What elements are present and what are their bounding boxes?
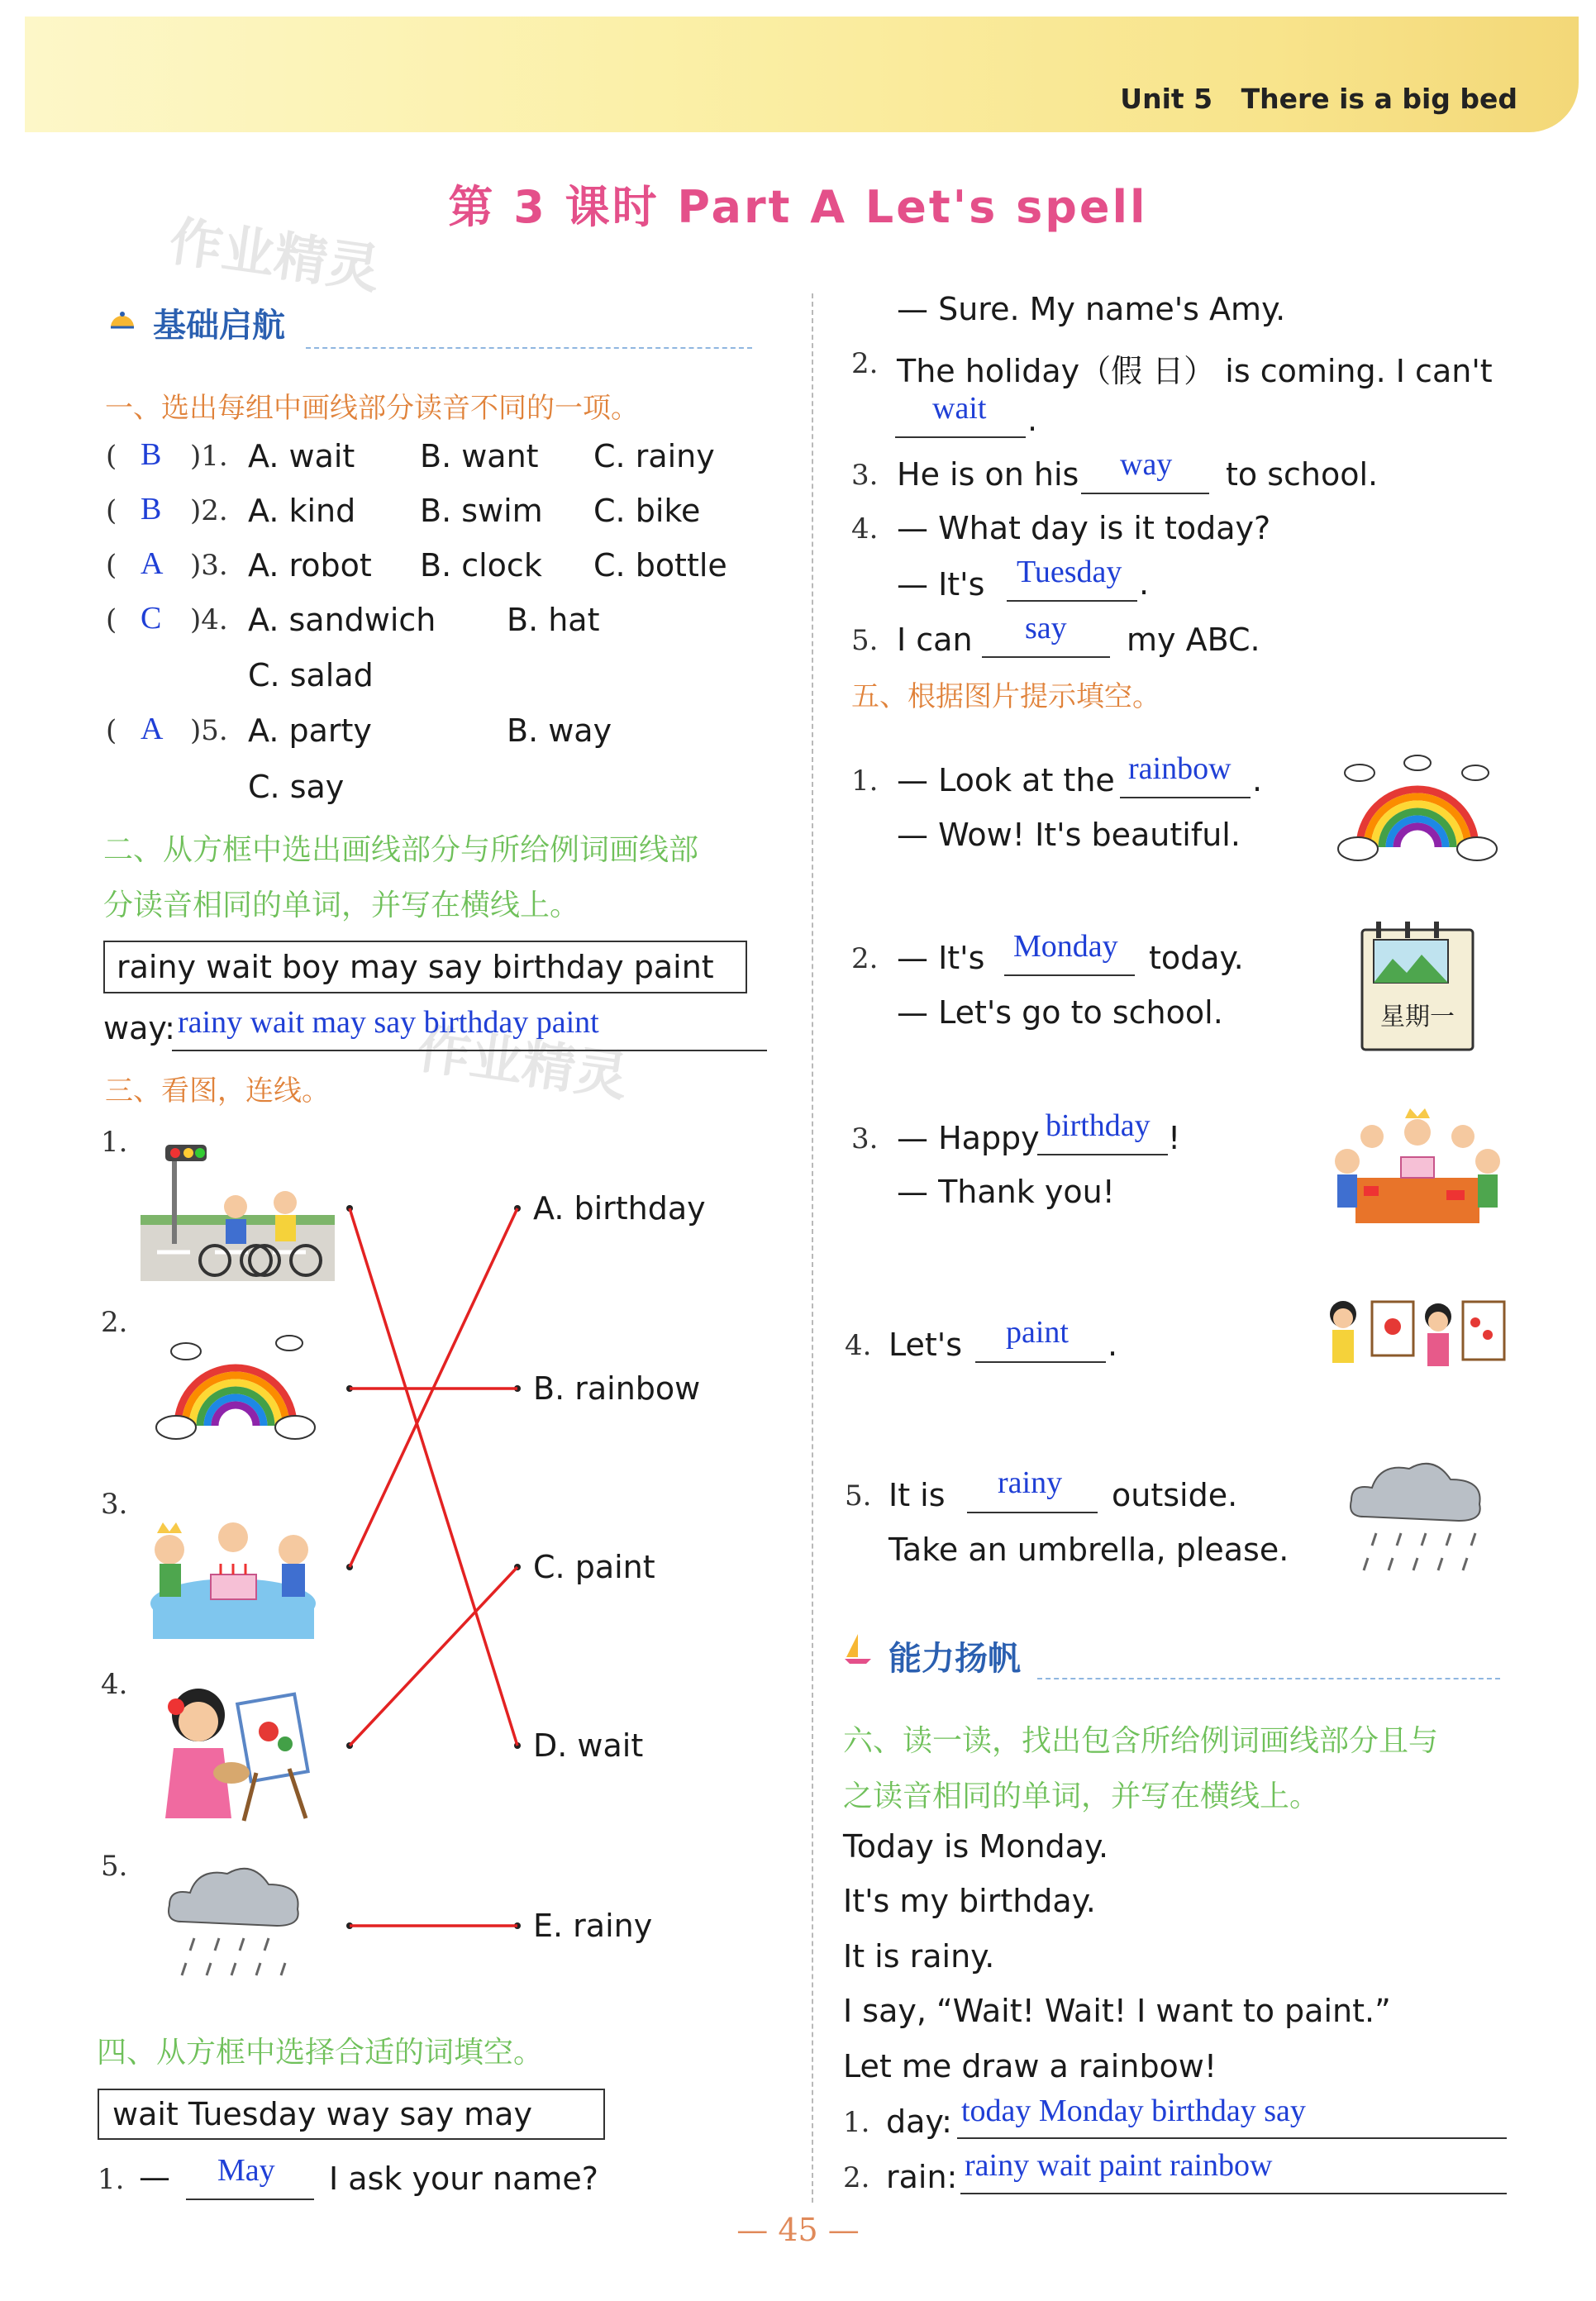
- q4-text: — Sure. My name's Amy.: [897, 291, 1286, 327]
- q3-option: A. birthday: [533, 1190, 706, 1227]
- calendar-day-text: 星期一: [1380, 1003, 1455, 1031]
- q4-answer: say: [1025, 611, 1067, 646]
- q1-answer: A: [141, 546, 164, 581]
- q5-answer: rainbow: [1128, 751, 1232, 786]
- rainbow-icon: [1335, 748, 1500, 868]
- q4-text: .: [1027, 402, 1038, 438]
- q4-number: 1.: [98, 2163, 125, 2196]
- q6-passage-line: It is rainy.: [843, 1938, 995, 1975]
- q2-box-words: rainy wait boy may say birthday paint: [117, 949, 714, 985]
- q6-passage-line: Today is Monday.: [843, 1828, 1109, 1865]
- q1-option-c: C. say: [248, 769, 345, 805]
- lesson-title: 第 3 课时 Part A Let's spell: [448, 181, 1148, 233]
- q3-pic-number: 3.: [101, 1488, 128, 1521]
- q3-pic-number: 4.: [101, 1668, 128, 1701]
- q4-text: I can: [897, 622, 973, 658]
- paren-open: (: [106, 494, 117, 527]
- q4-answer: Tuesday: [1017, 555, 1122, 589]
- birthday-party-illustration: [1322, 1103, 1513, 1244]
- q4-text: .: [1139, 565, 1150, 602]
- q3-pic-number: 5.: [101, 1850, 128, 1883]
- q1-option-a: A. wait: [248, 438, 355, 474]
- q5-text: — Wow! It's beautiful.: [897, 817, 1241, 853]
- q1-answer: B: [141, 437, 162, 472]
- q1-option-a: A. sandwich: [248, 602, 436, 638]
- q4-text: — It's: [897, 566, 985, 603]
- q3-title: 三、看图，连线。: [105, 1074, 330, 1108]
- paren-open: (: [106, 714, 117, 747]
- q6-title-line1: 六、读一读，找出包含所给例词画线部分且与: [843, 1724, 1439, 1758]
- q3-option: E. rainy: [533, 1908, 653, 1944]
- q4-text: The holiday（假 日） is coming. I can't: [897, 353, 1493, 389]
- rain-cloud-icon: [1343, 1451, 1492, 1587]
- q1-option-b: B. hat: [507, 602, 600, 638]
- q5-text: .: [1108, 1327, 1118, 1363]
- q5-number: 2.: [851, 942, 879, 975]
- q4-number: 4.: [851, 512, 879, 545]
- q4-word-box: [98, 2089, 605, 2140]
- q4-answer: way: [1120, 447, 1173, 482]
- q1-option-c: C. salad: [248, 657, 374, 693]
- q2-title-line2: 分读音相同的单词，并写在横线上。: [103, 888, 580, 922]
- q5-text: — Thank you!: [897, 1174, 1115, 1210]
- watermark: 作业精灵: [165, 210, 384, 302]
- q5-text: .: [1252, 762, 1263, 798]
- q4-number: 2.: [851, 347, 879, 380]
- q6-answer: today Monday birthday say: [961, 2094, 1306, 2128]
- q4-box-words: wait Tuesday way say may: [112, 2096, 532, 2132]
- q5-text: outside.: [1112, 1477, 1238, 1513]
- q1-number: )1.: [190, 440, 228, 473]
- q5-text: — Let's go to school.: [897, 994, 1223, 1031]
- q1-option-c: C. bottle: [593, 547, 727, 584]
- q1-option-a: A. party: [248, 712, 372, 749]
- q4-text: to school.: [1226, 456, 1379, 493]
- calendar-icon: [1355, 913, 1479, 1054]
- q5-number: 5.: [845, 1479, 872, 1513]
- q1-answer: C: [141, 601, 162, 636]
- q1-title: 一、选出每组中画线部分读音不同的一项。: [105, 392, 639, 425]
- q1-number: )3.: [190, 549, 228, 582]
- q6-label: day:: [886, 2103, 952, 2140]
- q5-text: It is: [889, 1477, 946, 1513]
- q5-text: !: [1168, 1120, 1181, 1156]
- q6-number: 1.: [843, 2106, 870, 2139]
- q1-number: )5.: [190, 714, 228, 747]
- q5-text: — Happy: [897, 1120, 1040, 1156]
- section-basic: 基础启航: [153, 307, 285, 345]
- q5-title: 五、根据图片提示填空。: [851, 680, 1160, 713]
- q4-answer: wait: [932, 391, 987, 426]
- q1-option-c: C. rainy: [593, 438, 715, 474]
- q1-option-b: B. clock: [420, 547, 542, 584]
- q3-option: B. rainbow: [533, 1370, 701, 1407]
- q6-number: 2.: [843, 2161, 870, 2194]
- q3-pic-number: 2.: [101, 1306, 128, 1339]
- q1-option-a: A. kind: [248, 493, 356, 529]
- q4-text: my ABC.: [1127, 622, 1260, 658]
- q1-answer: A: [141, 712, 164, 746]
- q4-number: 3.: [851, 459, 879, 492]
- q1-option-a: A. robot: [248, 547, 372, 584]
- q1-option-c: C. bike: [593, 493, 701, 529]
- paren-open: (: [106, 549, 117, 582]
- q1-option-b: B. swim: [420, 493, 543, 529]
- q6-title-line2: 之读音相同的单词，并写在横线上。: [843, 1779, 1320, 1813]
- q5-number: 4.: [845, 1329, 872, 1362]
- children-painting-illustration: [1322, 1293, 1508, 1393]
- q5-number: 1.: [851, 765, 879, 798]
- q4-text: He is on his: [897, 456, 1079, 493]
- q3-option: C. paint: [533, 1549, 655, 1585]
- q1-number: )4.: [190, 603, 228, 636]
- q6-passage-line: I say, “Wait! Wait! I want to paint.”: [843, 1993, 1391, 2029]
- q4-answer: May: [217, 2153, 275, 2188]
- q5-text: — It's: [897, 940, 985, 976]
- section-rule: [1037, 1678, 1500, 1679]
- q5-answer: birthday: [1046, 1108, 1151, 1143]
- q6-passage-line: Let me draw a rainbow!: [843, 2048, 1217, 2084]
- q4-dash: —: [139, 2159, 170, 2195]
- q4-number: 5.: [851, 624, 879, 657]
- q5-answer: paint: [1006, 1315, 1069, 1350]
- q4-text: I ask your name?: [329, 2160, 598, 2197]
- q2-answer: rainy wait may say birthday paint: [178, 1005, 599, 1040]
- unit-header: Unit 5 There is a big bed: [1120, 83, 1517, 115]
- q5-answer: Monday: [1013, 929, 1118, 964]
- q4-text: — What day is it today?: [897, 510, 1271, 546]
- q5-text: Take an umbrella, please.: [889, 1532, 1289, 1568]
- q5-text: Let's: [889, 1327, 963, 1363]
- q5-text: today.: [1149, 940, 1244, 976]
- q5-answer: rainy: [998, 1465, 1063, 1500]
- paren-open: (: [106, 440, 117, 473]
- boat-icon: [843, 1632, 873, 1665]
- q1-number: )2.: [190, 494, 228, 527]
- paren-open: (: [106, 603, 117, 636]
- q3-pic-number: 1.: [101, 1126, 128, 1159]
- q4-title: 四、从方框中选择合适的词填空。: [97, 2036, 544, 2070]
- q6-label: rain:: [886, 2159, 958, 2195]
- watermark: 作业精灵: [413, 1017, 632, 1109]
- q1-option-b: B. want: [420, 438, 539, 474]
- page-number: — 45 —: [736, 2212, 860, 2248]
- q5-number: 3.: [851, 1122, 879, 1155]
- q2-label: way:: [103, 1010, 175, 1046]
- q2-title-line1: 二、从方框中选出画线部分与所给例词画线部: [103, 833, 699, 867]
- q6-answer: rainy wait paint rainbow: [965, 2148, 1273, 2183]
- q1-answer: B: [141, 492, 162, 526]
- q6-passage-line: It's my birthday.: [843, 1883, 1096, 1919]
- section-ability: 能力扬帆: [889, 1640, 1021, 1678]
- q1-option-b: B. way: [507, 712, 612, 749]
- q5-text: — Look at the: [897, 762, 1115, 798]
- q3-option: D. wait: [533, 1727, 644, 1764]
